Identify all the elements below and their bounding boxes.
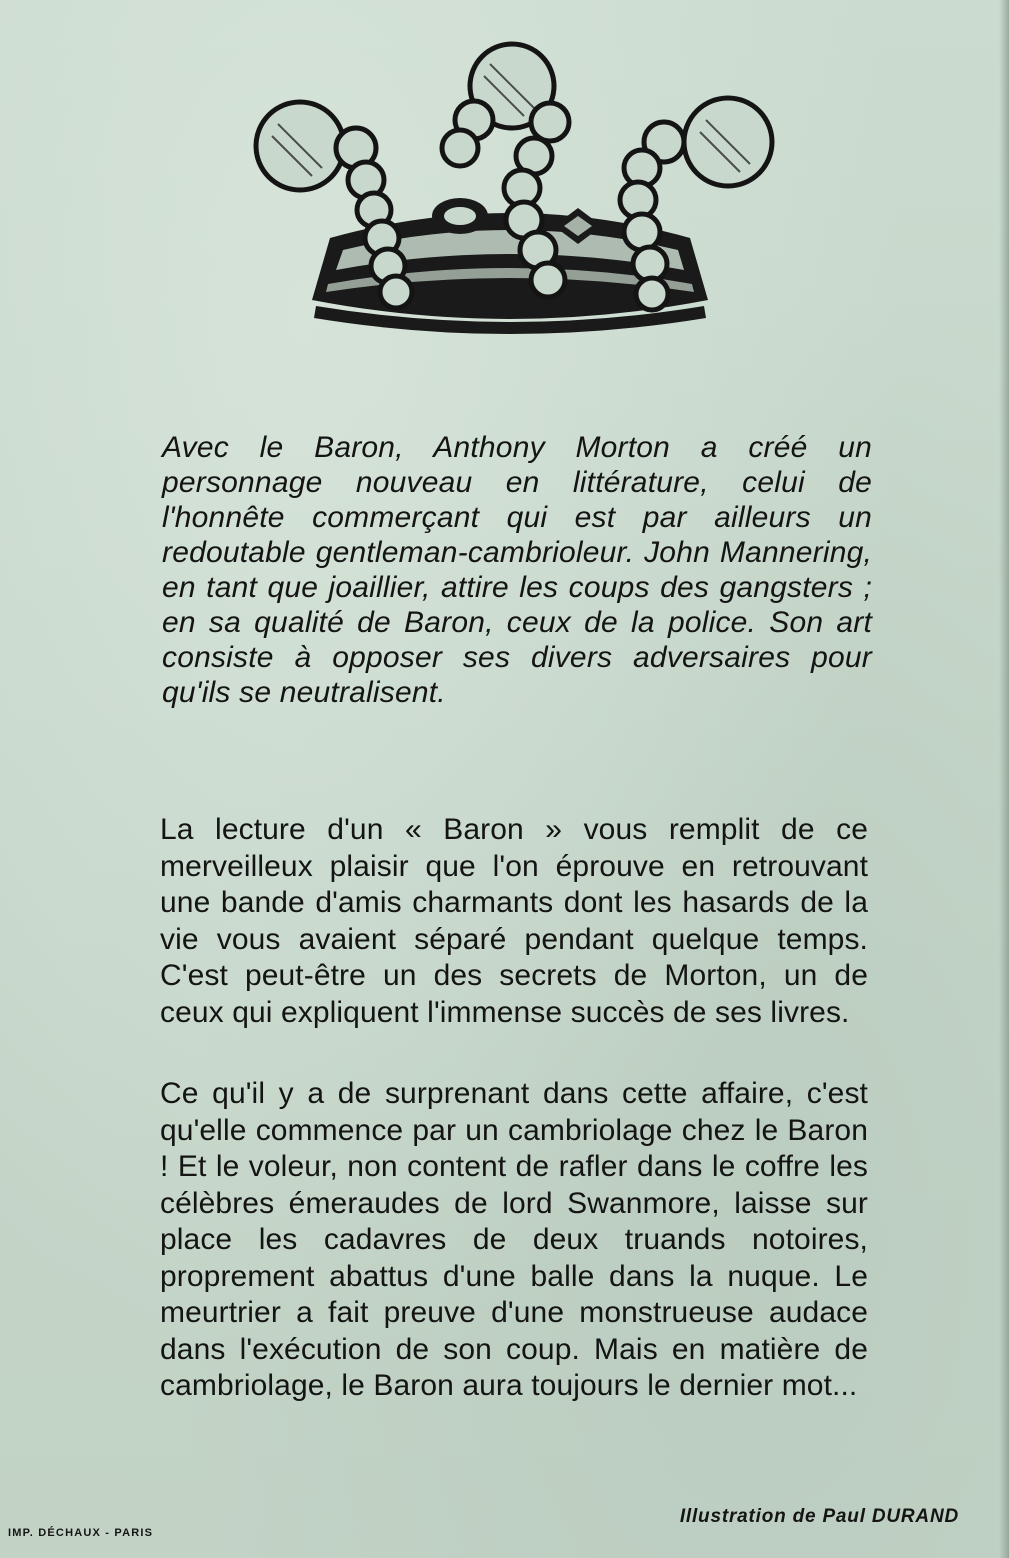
blurb-text: Avec le Baron, Anthony Morton a créé un personnage nouveau en littérature, celui de l'honnête commerçant qui est par ailleurs un redoutable gentleman-cambrioleur. John Mannering, en tant que joaillier, attire les coups des gangsters ; en sa qualité de Baron, ceux de la police. Son art consiste à opposer ses divers adversaires pour qu'ils se neutralisent. bbox=[162, 431, 872, 709]
description-paragraph-1: La lecture d'un « Baron » vous remplit de ce merveilleux plaisir que l'on éprouve en retrouvant une bande d'amis charmants dont les hasards de la vie vous avaient séparé pendant quelque temps. C'est peut-être un des secrets de Morton, un de ceux qui expliquent l'immense succès de ses livres. bbox=[160, 813, 868, 1029]
crown-icon bbox=[238, 38, 782, 338]
printer-imprint: IMP. DÉCHAUX - PARIS bbox=[8, 1527, 154, 1539]
illustration-credit: Illustration de Paul DURAND bbox=[679, 1506, 959, 1527]
description-paragraph-2: Ce qu'il y a de surprenant dans cette affaire, c'est qu'elle commence par un cambriolage chez le Baron ! Et le voleur, non content de rafler dans le coffre les célèbres émeraudes de lord Swanmore, laisse sur place les cadavres de deux truands notoires, proprement abattus d'une balle dans la nuque. Le meurtrier a fait preuve d'une monstrueuse audace dans l'exécution de son coup. Mais en matière de cambriolage, le Baron aura toujours le dernier mot... bbox=[160, 1077, 868, 1402]
page-edge bbox=[999, 0, 1009, 1558]
